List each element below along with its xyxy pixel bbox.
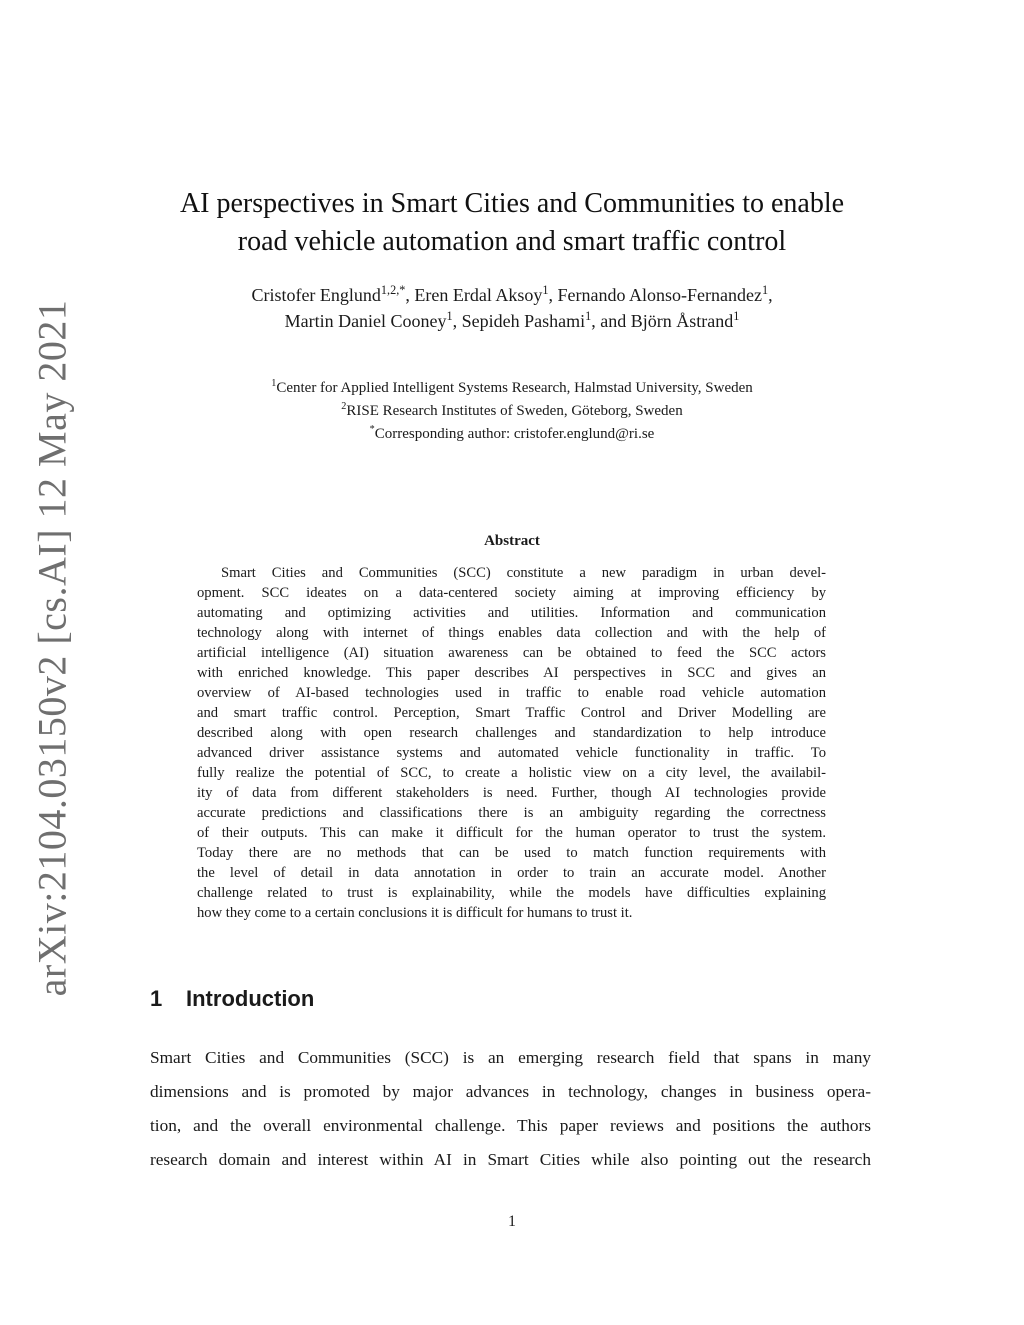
author-name: Sepideh Pashami — [461, 311, 586, 331]
author-separator: , — [548, 285, 558, 305]
author-name: Fernando Alonso-Fernandez — [557, 285, 762, 305]
abstract-line: fully realize the potential of SCC, to create a holistic view on a city level, the availabil- — [197, 765, 826, 781]
author-line — [120, 282, 904, 308]
affiliation — [120, 377, 904, 400]
author-list — [120, 282, 904, 334]
author-separator: , — [768, 285, 773, 305]
affiliation-text: RISE Research Institutes of Sweden, Göteborg, Sweden — [346, 403, 683, 419]
author-affiliation-mark: 1 — [446, 309, 453, 323]
affiliation-mark: 1 — [271, 378, 277, 389]
introduction-body — [150, 1041, 871, 1177]
author-name: Martin Daniel Cooney — [284, 311, 447, 331]
author-affiliation-mark: 1 — [761, 283, 769, 297]
abstract-line: how they come to a certain conclusions it is difficult for humans to trust it. — [197, 905, 633, 921]
section-title: Introduction — [186, 986, 315, 1011]
corresponding-author — [120, 423, 904, 446]
title-line: road vehicle automation and smart traffic control — [237, 226, 787, 257]
author-separator: , and — [591, 311, 631, 331]
corresponding-author-text: Corresponding author: cristofer.englund@ri.se — [374, 426, 655, 442]
abstract-line: accurate predictions and classifications there is an ambiguity regarding the correctness — [197, 805, 826, 821]
page-number: 1 — [508, 1213, 516, 1230]
affiliation — [120, 400, 904, 423]
author-affiliation-mark: 1 — [733, 309, 740, 323]
section-number: 1 — [150, 986, 163, 1011]
abstract-line: the level of detail in data annotation in order to train an accurate model. Another — [197, 865, 826, 881]
author-affiliation-mark: 1,2,* — [380, 283, 406, 297]
abstract-line: and smart traffic control. Perception, Smart Traffic Control and Driver Modelling are — [197, 705, 826, 721]
abstract-line: described along with open research challenges and standardization to help introduce — [197, 725, 826, 741]
abstract-line: automating and optimizing activities and utilities. Information and communication — [197, 605, 826, 621]
abstract-line: technology along with internet of things enables data collection and with the help of — [197, 625, 826, 641]
paper-title — [120, 185, 904, 261]
affiliation-mark: 2 — [341, 401, 347, 412]
affiliation-list — [120, 377, 904, 446]
body-line: research domain and interest within AI in Smart Cities while also pointing out the research — [150, 1150, 871, 1169]
body-line: dimensions and is promoted by major advances in technology, changes in business opera- — [150, 1082, 871, 1101]
abstract-line: Smart Cities and Communities (SCC) constitute a new paradigm in urban devel- — [221, 565, 826, 581]
author-separator: , — [452, 311, 462, 331]
author-name: Björn Åstrand — [630, 311, 734, 331]
abstract-line: overview of AI-based technologies used in traffic to enable road vehicle automation — [197, 685, 826, 701]
author-name: Cristofer Englund — [251, 285, 381, 305]
abstract-line: ity of data from different stakeholders is need. Further, though AI technologies provide — [197, 785, 826, 801]
abstract-line: artificial intelligence (AI) situation awareness can be obtained to feed the SCC actors — [197, 645, 826, 661]
abstract-line: of their outputs. This can make it difficult for the human operator to trust the system. — [197, 825, 826, 841]
title-line: AI perspectives in Smart Cities and Communities to enable — [179, 188, 845, 219]
abstract-body — [197, 563, 826, 923]
author-line — [120, 308, 904, 334]
abstract-line: advanced driver assistance systems and automated vehicle functionality in traffic. To — [197, 745, 826, 761]
affiliation-text: Center for Applied Intelligent Systems Research, Halmstad University, Sweden — [276, 380, 753, 396]
affiliation-mark: * — [369, 424, 375, 435]
author-affiliation-mark: 1 — [542, 283, 549, 297]
arxiv-identifier-stamp: arXiv:2104.03150v2 [cs.AI] 12 May 2021 — [29, 299, 75, 997]
section-heading — [150, 986, 314, 1012]
abstract-line: opment. SCC ideates on a data-centered society aiming at improving efficiency by — [197, 585, 826, 601]
author-separator: , — [405, 285, 415, 305]
abstract-line: Today there are no methods that can be used to match function requirements with — [197, 845, 826, 861]
author-affiliation-mark: 1 — [585, 309, 592, 323]
body-line: tion, and the overall environmental challenge. This paper reviews and positions the authors — [150, 1116, 871, 1135]
abstract-line: challenge related to trust is explainability, while the models have difficulties explaining — [197, 885, 826, 901]
abstract-line: with enriched knowledge. This paper describes AI perspectives in SCC and gives an — [197, 665, 826, 681]
abstract-heading: Abstract — [484, 533, 540, 549]
author-name: Eren Erdal Aksoy — [414, 285, 543, 305]
body-line: Smart Cities and Communities (SCC) is an emerging research field that spans in many — [150, 1048, 871, 1067]
